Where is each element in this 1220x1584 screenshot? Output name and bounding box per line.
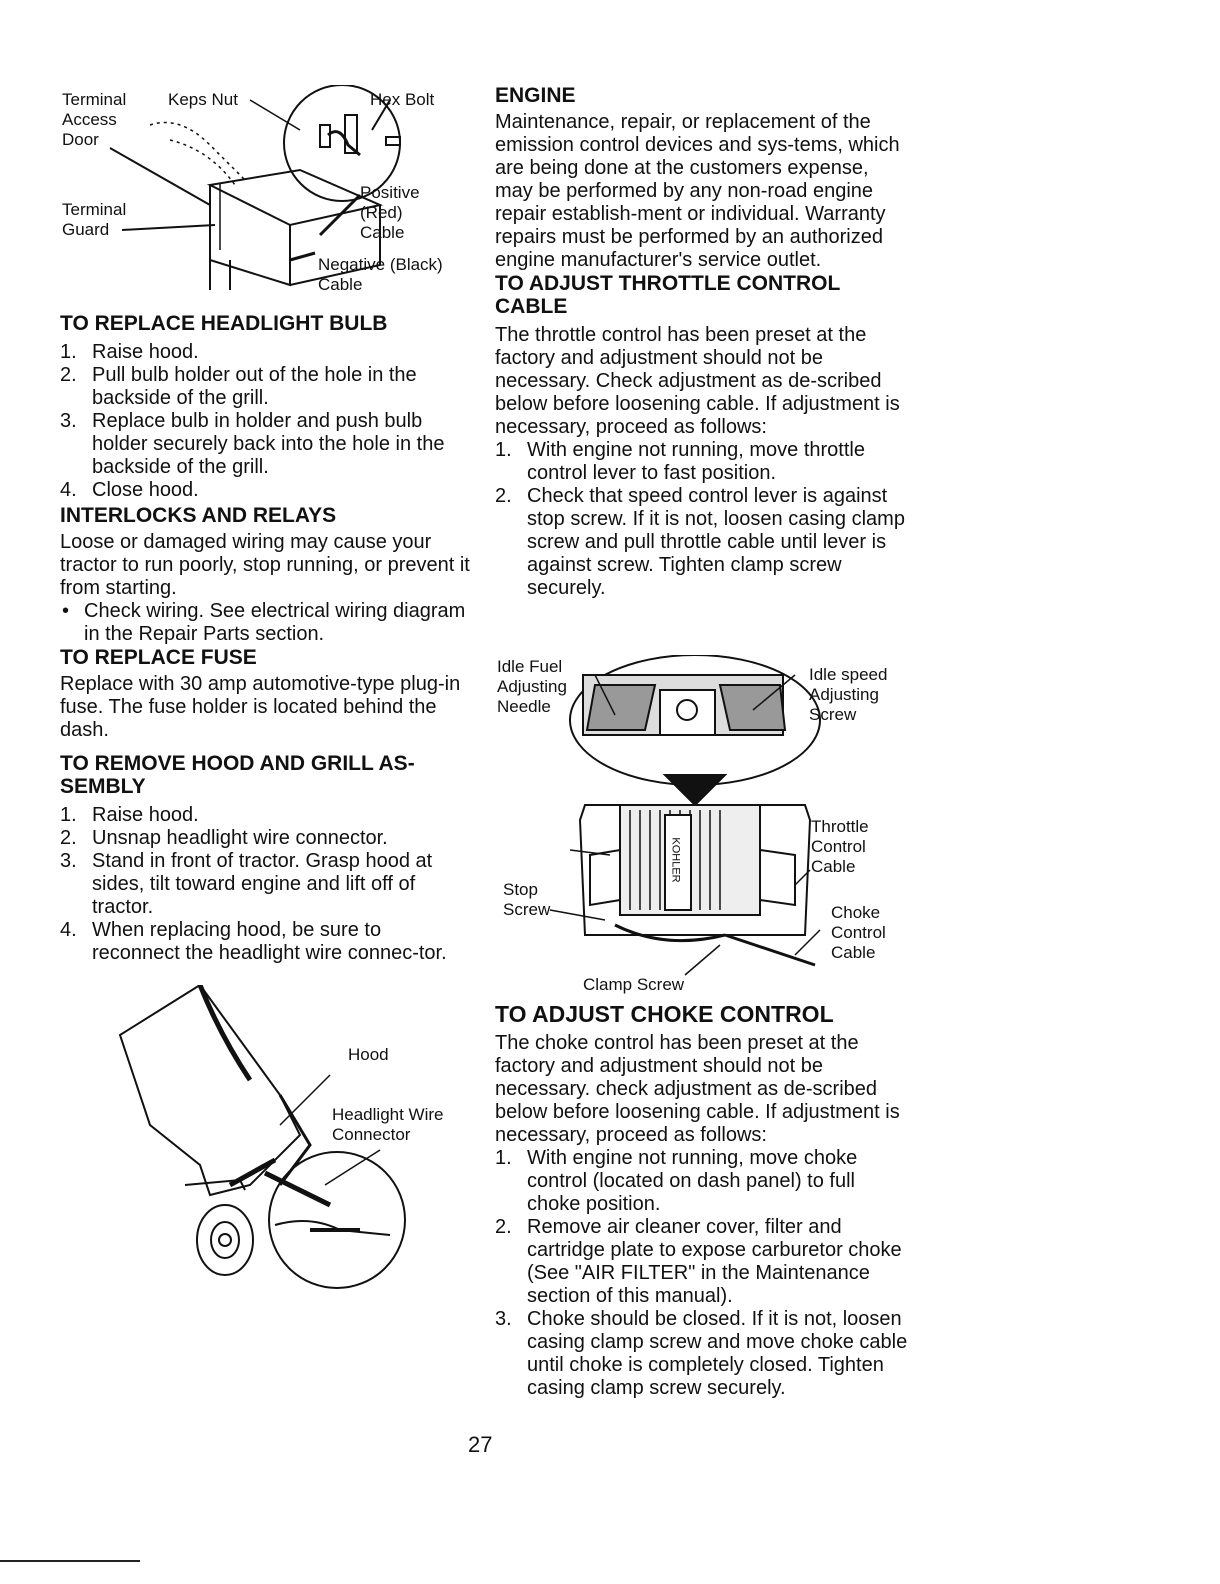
list-item [495,485,910,600]
step-text: Choke should be closed. If it is not, loosen casing clamp screw and move choke cable until choke is completely closed. Tighten casing clamp screw securely. [527,1308,908,1399]
idle-fuel-label: Idle Fuel Adjusting Needle [497,657,567,716]
list-item [60,827,470,850]
step-number: 1. [495,1147,512,1169]
right-text-block-top [495,84,910,600]
list-item [495,1147,910,1216]
negative-cable-label: Negative (Black) Cable [318,255,443,294]
interlocks-bullet [60,600,470,646]
step-number: 2. [60,364,77,386]
engine-heading: ENGINE [495,84,576,107]
fuse-heading: TO REPLACE FUSE [60,646,257,669]
hex-bolt-label: Hex Bolt [370,90,435,109]
choke-steps [495,1147,910,1400]
step-text: With engine not running, move choke control (located on dash panel) to full choke position. [527,1147,858,1215]
positive-cable-label: Positive (Red) Cable [360,183,420,242]
interlocks-heading: INTERLOCKS AND RELAYS [60,504,337,527]
idle-speed-label: Idle speed Adjusting Screw [809,665,888,724]
footer-rule [0,1560,140,1562]
step-text: When replacing hood, be sure to reconnect the headlight wire connec-tor. [92,919,447,964]
headlight-heading: TO REPLACE HEADLIGHT BULB [60,312,388,335]
step-number: 4. [60,919,77,941]
clamp-screw-label: Clamp Screw [583,975,685,994]
fuse-body: Replace with 30 amp automotive-type plug-in fuse. The fuse holder is located behind the dash. [60,673,461,741]
choke-body: The choke control has been preset at the factory and adjustment should not be necessary. check adjustment as de-scribed below before loosening cable. If adjustment is necessary, proceed as follows: [495,1032,900,1146]
list-item [60,341,470,364]
hood-label: Hood [348,1045,389,1064]
throttle-cable-label: Throttle Control Cable [811,817,869,876]
step-text: Raise hood. [92,341,199,363]
keps-nut-label: Keps Nut [168,90,238,109]
step-number: 2. [495,1216,512,1238]
step-text: Check that speed control lever is against stop screw. If it is not, loosen casing clamp screw and pull throttle cable until lever is against screw. Tighten clamp screw securely. [527,485,905,599]
throttle-heading: TO ADJUST THROTTLE CONTROL CABLE [495,272,840,318]
step-text: Raise hood. [92,804,199,826]
headlight-steps [60,341,470,502]
step-number: 4. [60,479,77,501]
choke-heading: TO ADJUST CHOKE CONTROL [495,1001,834,1027]
engine-figure [495,655,910,1000]
step-text: With engine not running, move throttle control lever to fast position. [527,439,865,484]
bullet-text: Check wiring. See electrical wiring diagram in the Repair Parts section. [84,600,466,645]
step-text: Stand in front of tractor. Grasp hood at sides, tilt toward engine and lift off of tractor. [92,850,433,918]
engine-brand-logo: KOHLER [669,837,682,883]
choke-cable-label: Choke Control Cable [831,903,886,962]
step-text: Close hood. [92,479,199,501]
stop-screw-label: Stop Screw [503,880,551,919]
throttle-steps [495,439,910,600]
list-item [495,439,910,485]
step-text: Pull bulb holder out of the hole in the backside of the grill. [92,364,417,409]
headlight-connector-label: Headlight Wire Connector [332,1105,444,1144]
list-item [60,850,470,919]
list-item [495,1216,910,1308]
hood-steps [60,804,470,965]
list-item [60,410,470,479]
terminal-access-door-label: Terminal Access Door [62,90,127,149]
step-number: 3. [60,850,77,872]
list-item [495,1308,910,1400]
step-number: 2. [495,485,512,507]
hood-heading: TO REMOVE HOOD AND GRILL AS-SEMBLY [60,752,415,798]
throttle-body: The throttle control has been preset at the factory and adjustment should not be necessary. Check adjustment as de-scribed below before loosening cable. If adjustment is necessary, proceed as follows: [495,324,900,438]
left-text-block [60,312,470,965]
step-number: 1. [60,341,77,363]
step-number: 1. [495,439,512,461]
terminal-guard-label: Terminal Guard [62,200,127,239]
engine-body: Maintenance, repair, or replacement of the emission control devices and sys-tems, which are being done at the customers expense, may be performed by any non-road engine repair establish-ment or individual. Warranty repairs must be performed by an authorized engine manufacturer's service outlet. [495,111,900,271]
right-text-block-bottom [495,1003,910,1400]
list-item [60,364,470,410]
list-item [60,804,470,827]
step-number: 1. [60,804,77,826]
page-number: 27 [468,1432,493,1457]
hood-figure [100,985,460,1295]
interlocks-body: Loose or damaged wiring may cause your tractor to run poorly, stop running, or prevent it from starting. [60,531,470,599]
step-number: 2. [60,827,77,849]
battery-figure [60,85,470,300]
step-text: Replace bulb in holder and push bulb holder securely back into the hole in the backside of the grill. [92,410,445,478]
step-number: 3. [495,1308,512,1330]
list-item [60,919,470,965]
step-text: Remove air cleaner cover, filter and cartridge plate to expose carburetor choke (See "AIR FILTER" in the Maintenance section of this manual). [527,1216,902,1307]
list-item [60,479,470,502]
step-number: 3. [60,410,77,432]
bullet-icon: • [62,600,70,622]
step-text: Unsnap headlight wire connector. [92,827,388,849]
